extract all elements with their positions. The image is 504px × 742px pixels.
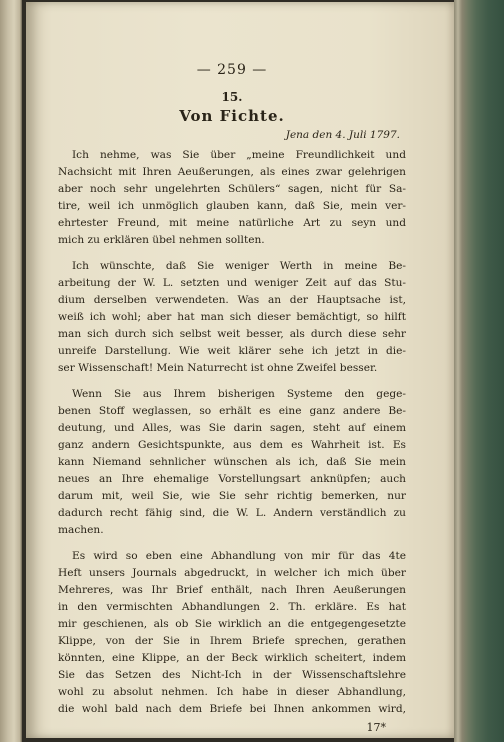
page-content xyxy=(58,62,406,734)
text-line: Nachsicht mit Ihren Aeußerungen, als eines zwar gelehrigen xyxy=(58,166,406,178)
paragraph xyxy=(58,258,406,377)
text-line: man sich durch sich selbst weit besser, als durch diese sehr xyxy=(58,328,406,340)
text-line: kann Niemand sehnlicher wünschen als ich, daß Sie mein xyxy=(58,456,406,468)
text-line: tire, weil ich unmöglich glauben kann, daß Sie, mein ver- xyxy=(58,200,406,212)
text-line: in den vermischten Abhandlungen 2. Th. erkläre. Es hat xyxy=(58,601,406,613)
previous-page-edge xyxy=(0,0,22,742)
text-line: mich zu erklären übel nehmen sollten. xyxy=(58,234,265,246)
page-number: — 259 — xyxy=(196,62,268,78)
book-page xyxy=(26,2,454,738)
text-line: darum mit, weil Sie, wie Sie sehr richtig bemerken, nur xyxy=(58,490,406,502)
text-line: Es wird so eben eine Abhandlung von mir für das 4te xyxy=(72,550,406,562)
paragraph xyxy=(58,548,406,718)
text-line: machen. xyxy=(58,524,104,536)
text-line: Klippe, von der Sie in Ihrem Briefe sprechen, gerathen xyxy=(58,635,406,647)
text-line: Ich wünschte, daß Sie weniger Werth in meine Be- xyxy=(72,260,406,272)
text-line: mir geschienen, als ob Sie wirklich an die entgegengesetzte xyxy=(58,618,406,630)
text-line: könnten, eine Klippe, an der Beck wirklich scheitert, indem xyxy=(58,652,406,664)
paragraph xyxy=(58,386,406,539)
text-line: neues an Ihre ehemalige Vorstellungsart anknüpfen; auch xyxy=(58,473,406,485)
text-line: Heft unsers Journals abgedruckt, in welcher ich mich über xyxy=(58,567,406,579)
text-line: ganz andern Gesichtspunkte, aus dem es Wahrheit ist. Es xyxy=(58,439,406,451)
text-line: wohl zu absolut nehmen. Ich habe in dieser Abhandlung, xyxy=(58,686,406,698)
text-line: weiß ich wohl; aber hat man sich dieser bemächtigt, so hilft xyxy=(58,311,406,323)
section-number: 15. xyxy=(221,90,243,104)
letter-title: Von Fichte. xyxy=(179,107,285,125)
printer-signature-mark: 17* xyxy=(366,721,386,734)
book-edge-and-cover xyxy=(454,0,504,742)
text-line: dium derselben verwendeten. Was an der Hauptsache ist, xyxy=(58,294,406,306)
text-line: deutung, und Alles, was Sie darin sagen, steht auf einem xyxy=(58,422,406,434)
text-line: Mehreres, was Ihr Brief enthält, nach Ihren Aeußerungen xyxy=(58,584,406,596)
letter-date: Jena den 4. Juli 1797. xyxy=(285,129,400,141)
text-line: die wohl bald nach dem Briefe bei Ihnen ankommen wird, xyxy=(58,703,406,715)
paragraph xyxy=(58,147,406,249)
text-line: unreife Darstellung. Wie weit klärer sehe ich jetzt in die- xyxy=(58,345,406,357)
text-line: Sie das Setzen des Nicht-Ich in der Wissenschaftslehre xyxy=(58,669,406,681)
text-line: ehrtester Freund, mit meine natürliche Art zu seyn und xyxy=(58,217,406,229)
text-line: dadurch recht fähig sind, die W. L. Andern verständlich zu xyxy=(58,507,406,519)
text-line: Wenn Sie aus Ihrem bisherigen Systeme den gege- xyxy=(72,388,406,400)
text-line: Ich nehme, was Sie über „meine Freundlichkeit und xyxy=(72,149,406,161)
text-line: ser Wissenschaft! Mein Naturrecht ist ohne Zweifel besser. xyxy=(58,362,378,374)
text-line: benen Stoff weglassen, so erhält es eine ganz andere Be- xyxy=(58,405,406,417)
text-line: arbeitung der W. L. setzten und weniger Zeit auf das Stu- xyxy=(58,277,406,289)
text-line: aber noch sehr ungelehrten Schülers“ sagen, nicht für Sa- xyxy=(58,183,406,195)
